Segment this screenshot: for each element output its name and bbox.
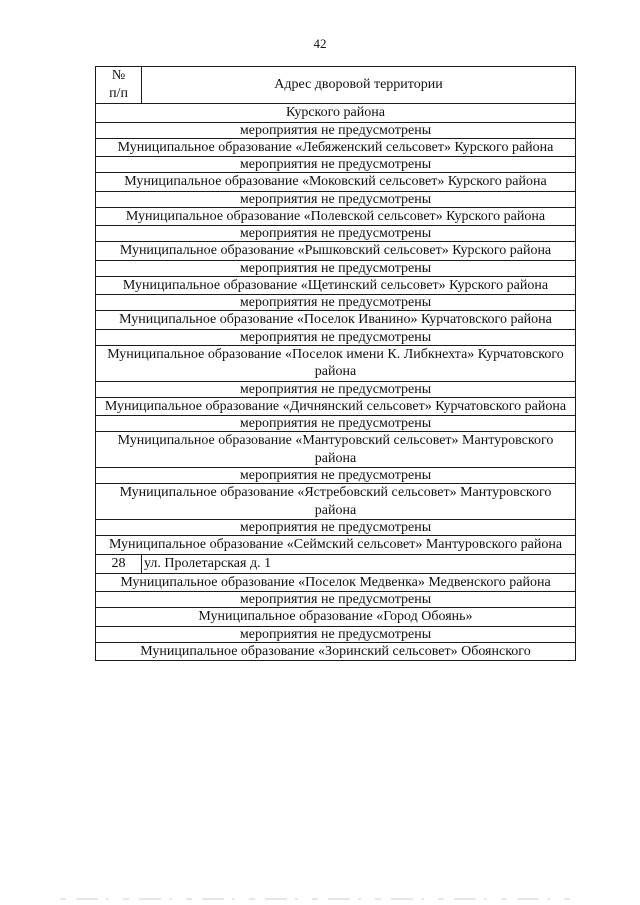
note-row xyxy=(96,468,576,484)
municipality-heading: Муниципальное образование «Полевской сельсовет» Курского района xyxy=(96,207,576,226)
no-measures-note: мероприятия не предусмотрены xyxy=(96,329,576,345)
note-row xyxy=(96,520,576,536)
municipality-heading: Муниципальное образование «Поселок Медвенка» Медвенского района xyxy=(96,573,576,592)
section-row xyxy=(96,276,576,295)
no-measures-note: мероприятия не предусмотрены xyxy=(96,592,576,608)
table-row xyxy=(96,554,576,573)
section-row xyxy=(96,642,576,661)
section-row xyxy=(96,573,576,592)
section-row xyxy=(96,207,576,226)
municipality-heading: Муниципальное образование «Мантуровский сельсовет» Мантуровского района xyxy=(96,432,576,468)
scan-edge-marks xyxy=(60,897,580,901)
page-number: 42 xyxy=(313,36,327,51)
note-row xyxy=(96,191,576,207)
no-measures-note: мероприятия не предусмотрены xyxy=(96,626,576,642)
no-measures-note: мероприятия не предусмотрены xyxy=(96,226,576,242)
municipality-heading: Муниципальное образование «Рышковский сельсовет» Курского района xyxy=(96,242,576,261)
municipality-heading: Муниципальное образование «Лебяженский сельсовет» Курского района xyxy=(96,138,576,157)
no-measures-note: мероприятия не предусмотрены xyxy=(96,157,576,173)
note-row xyxy=(96,295,576,311)
table-body xyxy=(96,104,576,661)
municipality-heading: Муниципальное образование «Сеймский сельсовет» Мантуровского района xyxy=(96,536,576,555)
no-measures-note: мероприятия не предусмотрены xyxy=(96,191,576,207)
section-row xyxy=(96,138,576,157)
municipality-heading: Муниципальное образование «Зоринский сельсовет» Обоянского xyxy=(96,642,576,661)
note-row xyxy=(96,416,576,432)
column-header-number-label: № п/п xyxy=(109,68,128,101)
section-row xyxy=(96,242,576,261)
section-row xyxy=(96,104,576,123)
note-row xyxy=(96,122,576,138)
section-row xyxy=(96,608,576,627)
section-row xyxy=(96,397,576,416)
section-row xyxy=(96,173,576,192)
section-row xyxy=(96,311,576,330)
municipality-heading: Муниципальное образование «Ястребовский сельсовет» Мантуровского района xyxy=(96,484,576,520)
no-measures-note: мероприятия не предусмотрены xyxy=(96,520,576,536)
no-measures-note: мероприятия не предусмотрены xyxy=(96,416,576,432)
no-measures-note: мероприятия не предусмотрены xyxy=(96,122,576,138)
no-measures-note: мероприятия не предусмотрены xyxy=(96,468,576,484)
section-row xyxy=(96,345,576,381)
courtyard-address-table xyxy=(95,66,576,661)
note-row xyxy=(96,260,576,276)
note-row xyxy=(96,626,576,642)
note-row xyxy=(96,329,576,345)
section-row xyxy=(96,484,576,520)
column-header-address-label: Адрес дворовой территории xyxy=(274,77,443,92)
municipality-heading: Муниципальное образование «Город Обоянь» xyxy=(96,608,576,627)
municipality-heading: Муниципальное образование «Моковский сельсовет» Курского района xyxy=(96,173,576,192)
note-row xyxy=(96,381,576,397)
no-measures-note: мероприятия не предусмотрены xyxy=(96,260,576,276)
note-row xyxy=(96,226,576,242)
municipality-heading: Муниципальное образование «Дичнянский сельсовет» Курчатовского района xyxy=(96,397,576,416)
section-row xyxy=(96,536,576,555)
municipality-heading: Муниципальное образование «Щетинский сельсовет» Курского района xyxy=(96,276,576,295)
no-measures-note: мероприятия не предусмотрены xyxy=(96,295,576,311)
column-header-address xyxy=(142,67,576,104)
column-header-number xyxy=(96,67,142,104)
table-header-row xyxy=(96,67,576,104)
row-number: 28 xyxy=(96,554,142,573)
row-address: ул. Пролетарская д. 1 xyxy=(142,554,576,573)
municipality-heading: Курского района xyxy=(96,104,576,123)
note-row xyxy=(96,157,576,173)
municipality-heading: Муниципальное образование «Поселок имени К. Либкнехта» Курчатовского района xyxy=(96,345,576,381)
no-measures-note: мероприятия не предусмотрены xyxy=(96,381,576,397)
section-row xyxy=(96,432,576,468)
municipality-heading: Муниципальное образование «Поселок Иванино» Курчатовского района xyxy=(96,311,576,330)
note-row xyxy=(96,592,576,608)
